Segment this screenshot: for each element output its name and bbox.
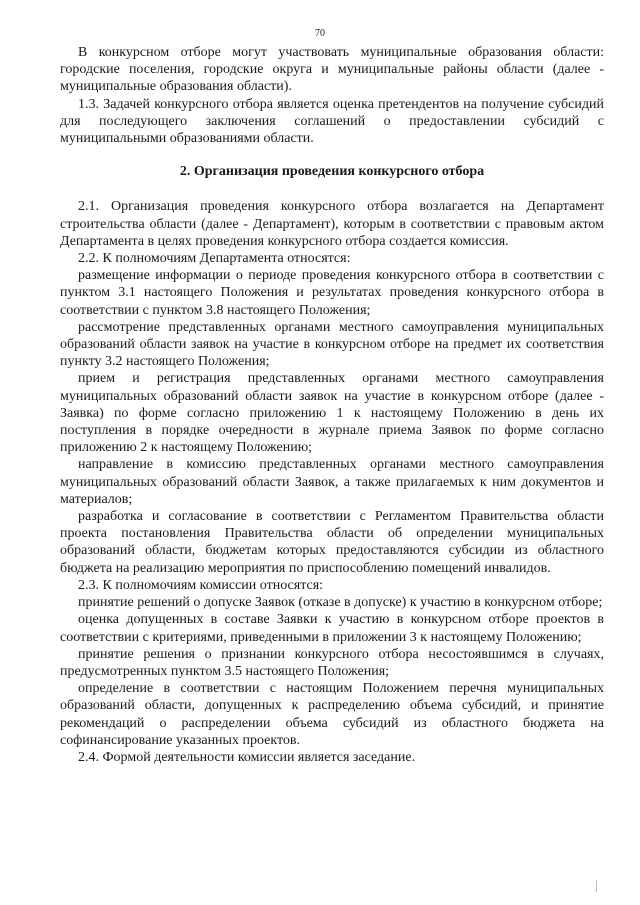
list-item-review: рассмотрение представленных органами местного самоуправления муниципальных образований области заявок на участие в конкурсном отборе на предмет их соответствия пункту 3.2 настоящего Положения; — [60, 319, 604, 370]
list-item-determination: определение в соответствии с настоящим Положением перечня муниципальных образований области, допущенных к распределению объема субсидий, и принятие рекомендаций о распределении объема субсидий из областного бюджета на софинансирование указанных проектов. — [60, 681, 604, 748]
list-item-drafting: разработка и согласование в соответствии с Регламентом Правительства области проекта постановления Правительства области об определении муниципальных образований области, бюджетам которых предоставляются субсидии из областного бюджета на реализацию мероприятия по приспособлению помещений инвалидов. — [60, 509, 604, 576]
list-item-registration: прием и регистрация представленных органами местного самоуправления муниципальных образований области заявок на участие в конкурсном отборе (далее - Заявка) по форме согласно приложению 1 к настоящему Положению в день их поступления в порядке очередности в журнале приема Заявок по форме согласно приложению 2 к настоящему Положению; — [60, 371, 604, 456]
document-body — [60, 44, 604, 766]
paragraph-2-4: 2.4. Формой деятельности комиссии является заседание. — [78, 749, 416, 765]
paragraph-participants: В конкурсном отборе могут участвовать муниципальные образования области: городские поселения, городские округа и муниципальные районы области (далее - муниципальные образования области). — [60, 45, 604, 95]
paragraph-1-3: 1.3. Задачей конкурсного отбора является оценка претендентов на получение субсидий для последующего заключения соглашений о предоставлении субсидий с муниципальными образованиями области. — [60, 96, 604, 147]
list-item-forwarding: направление в комиссию представленных органами местного самоуправления муниципальных образований области Заявок, а также прилагаемых к ним документов и материалов; — [60, 457, 604, 507]
list-item-failed-selection: принятие решения о признании конкурсного отбора несостоявшимся в случаях, предусмотренных пунктом 3.5 настоящего Положения; — [60, 646, 604, 679]
page-number: 70 — [315, 28, 325, 39]
section-heading-2: 2. Организация проведения конкурсного отбора — [179, 164, 485, 180]
paragraph-2-3: 2.3. К полномочиям комиссии относятся: — [78, 577, 324, 593]
paragraph-2-1: 2.1. Организация проведения конкурсного отбора возлагается на Департамент строительства области (далее - Департамент), которым в соответствии с правовым актом Департамента в целях проведения конкурсного отбора создается комиссия. — [60, 199, 604, 249]
paragraph-2-2: 2.2. К полномочиям Департамента относятся: — [78, 251, 351, 267]
list-item-info-placement: размещение информации о периоде проведения конкурсного отбора в соответствии с пунктом 3.1 настоящего Положения и результатах проведения конкурсного отбора в соответствии с пунктом 3.8 настоящего Положения; — [60, 268, 604, 318]
list-item-evaluation: оценка допущенных в составе Заявки к участию в конкурсном отборе проектов в соответствии с критериями, приведенными в приложении 3 к настоящему Положению; — [60, 612, 604, 645]
scan-margin-mark — [596, 880, 597, 892]
list-item-admission: принятие решений о допуске Заявок (отказе в допуске) к участию в конкурсном отборе; — [78, 595, 603, 611]
